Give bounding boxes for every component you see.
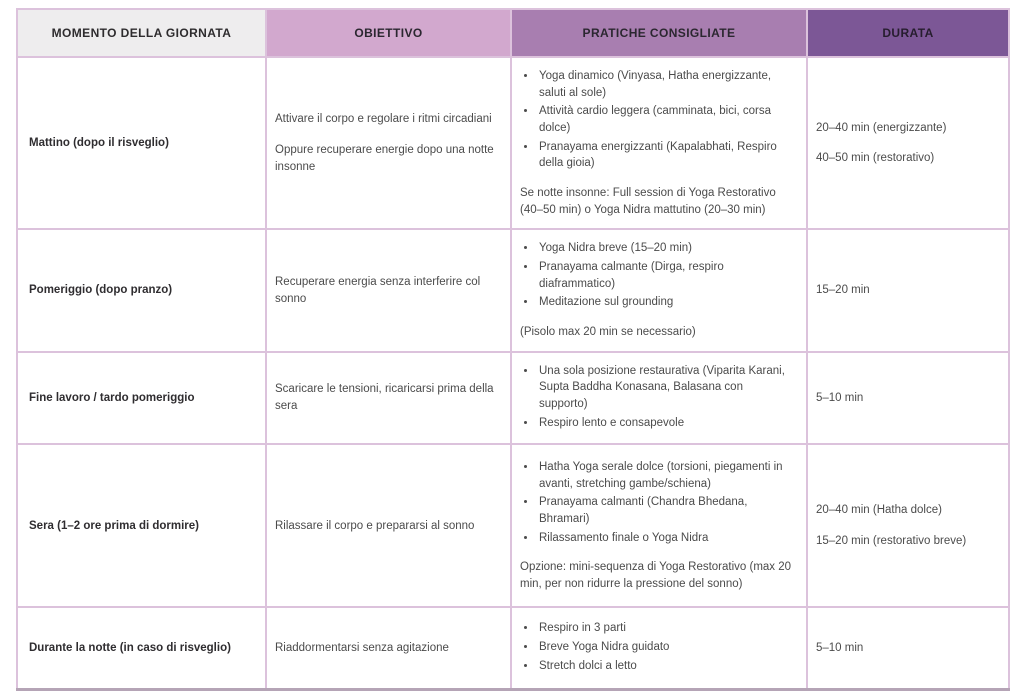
obiettivo-text: Rilassare il corpo e prepararsi al sonno [275, 519, 475, 532]
durata-cell [807, 607, 1009, 689]
pratiche-list [520, 620, 794, 674]
pratiche-item: • Stretch dolci a letto [537, 658, 794, 675]
pratiche-item: • Pranayama calmanti (Chandra Bhedana, Bhramari) [537, 494, 794, 527]
obiettivo-text: Recuperare energia senza interferire col sonno [275, 275, 481, 305]
pratiche-list [520, 68, 794, 172]
momento-label: Pomeriggio (dopo pranzo) [17, 229, 266, 351]
obiettivo-cell [266, 352, 511, 445]
pratiche-note: Opzione: mini-sequenza di Yoga Restorativo (max 20 min, per non ridurre la pressione del sonno) [520, 561, 792, 591]
obiettivo-cell [266, 444, 511, 607]
durata-text: 15–20 min (restorativo breve) [816, 534, 967, 547]
pratiche-item: • Rilassamento finale o Yoga Nidra [537, 530, 794, 547]
pratiche-list [520, 459, 794, 546]
obiettivo-cell [266, 229, 511, 351]
pratiche-item: • Yoga dinamico (Vinyasa, Hatha energizzante, saluti al sole) [537, 68, 794, 101]
obiettivo-text: Riaddormentarsi senza agitazione [275, 641, 449, 654]
column-header-obiettivo: OBIETTIVO [266, 9, 511, 57]
durata-text: 40–50 min (restorativo) [816, 152, 935, 165]
pratiche-cell [511, 607, 807, 689]
pratiche-item: • Pranayama calmante (Dirga, respiro diaframmatico) [537, 259, 794, 292]
durata-text: 5–10 min [816, 391, 864, 404]
momento-label: Durante la notte (in caso di risveglio) [17, 607, 266, 689]
table-row-mattino [17, 57, 1009, 229]
momento-label: Fine lavoro / tardo pomeriggio [17, 352, 266, 445]
pratiche-list [520, 363, 794, 432]
momento-label: Sera (1–2 ore prima di dormire) [17, 444, 266, 607]
pratiche-item: • Meditazione sul grounding [537, 294, 794, 311]
pratiche-note: Se notte insonne: Full session di Yoga Restorativo (40–50 min) o Yoga Nidra mattutino (20–30 min) [520, 187, 776, 216]
durata-cell [807, 229, 1009, 351]
table-row-durante-la-notte [17, 607, 1009, 689]
durata-text: 20–40 min (energizzante) [816, 121, 947, 134]
column-header-momento: MOMENTO DELLA GIORNATA [17, 9, 266, 57]
obiettivo-cell [266, 57, 511, 229]
yoga-daily-schedule-table [16, 8, 1010, 691]
pratiche-cell [511, 352, 807, 445]
pratiche-cell [511, 229, 807, 351]
durata-cell [807, 352, 1009, 445]
pratiche-cell [511, 444, 807, 607]
table-row-pomeriggio [17, 229, 1009, 351]
pratiche-item: • Attività cardio leggera (camminata, bici, corsa dolce) [537, 103, 794, 136]
pratiche-item: • Yoga Nidra breve (15–20 min) [537, 240, 794, 257]
table-row-sera [17, 444, 1009, 607]
obiettivo-text: Scaricare le tensioni, ricaricarsi prima della sera [275, 383, 494, 413]
durata-text: 5–10 min [816, 641, 864, 654]
durata-text: 15–20 min [816, 284, 870, 297]
pratiche-item: • Respiro lento e consapevole [537, 415, 794, 432]
obiettivo-cell [266, 607, 511, 689]
column-header-pratiche: PRATICHE CONSIGLIATE [511, 9, 807, 57]
pratiche-item: • Breve Yoga Nidra guidato [537, 639, 794, 656]
durata-text: 20–40 min (Hatha dolce) [816, 504, 942, 517]
pratiche-list [520, 240, 794, 311]
pratiche-item: • Hatha Yoga serale dolce (torsioni, piegamenti in avanti, stretching gambe/schiena) [537, 459, 794, 492]
obiettivo-text: Oppure recuperare energie dopo una notte insonne [275, 144, 494, 174]
pratiche-cell [511, 57, 807, 229]
pratiche-item: • Respiro in 3 parti [537, 620, 794, 637]
obiettivo-text: Attivare il corpo e regolare i ritmi circadiani [275, 112, 492, 125]
momento-label: Mattino (dopo il risveglio) [17, 57, 266, 229]
pratiche-item: • Una sola posizione restaurativa (Viparita Karani, Supta Baddha Konasana, Balasana con supporto) [537, 363, 794, 413]
durata-cell [807, 57, 1009, 229]
column-header-durata: DURATA [807, 9, 1009, 57]
header-row [17, 9, 1009, 57]
table-row-fine-lavoro [17, 352, 1009, 445]
durata-cell [807, 444, 1009, 607]
pratiche-item: • Pranayama energizzanti (Kapalabhati, Respiro della gioia) [537, 139, 794, 172]
pratiche-note: (Pisolo max 20 min se necessario) [520, 326, 696, 339]
